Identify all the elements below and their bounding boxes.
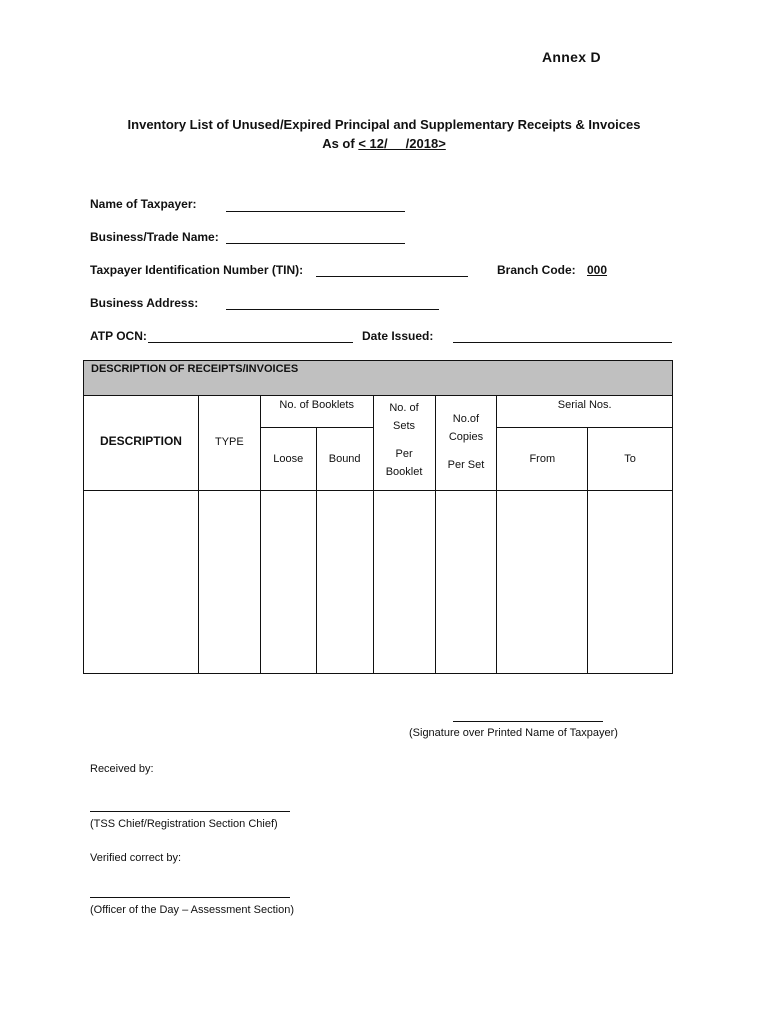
business-address-field[interactable] [226, 309, 439, 310]
col-copies-line2: Copies [448, 431, 484, 443]
received-by-label: Received by: [90, 763, 154, 775]
col-description: DESCRIPTION [84, 396, 199, 491]
taxpayer-signature-line[interactable] [453, 721, 603, 722]
cell-loose[interactable] [260, 491, 316, 674]
col-loose: Loose [260, 428, 316, 491]
tin-label: Taxpayer Identification Number (TIN): [90, 263, 304, 277]
taxpayer-name-label: Name of Taxpayer: [90, 197, 197, 211]
col-to: To [588, 428, 673, 491]
col-copies-line3: Per Set [447, 459, 485, 471]
taxpayer-signature-caption: (Signature over Printed Name of Taxpayer) [409, 727, 618, 739]
inventory-table [83, 360, 673, 674]
col-serial-nos: Serial Nos. [497, 396, 673, 428]
table-row [84, 491, 673, 674]
business-address-label: Business Address: [90, 296, 199, 310]
col-copies-per-set [435, 396, 497, 491]
cell-copies-per-set[interactable] [435, 491, 497, 674]
date-issued-field[interactable] [453, 342, 672, 343]
received-by-caption: (TSS Chief/Registration Section Chief) [90, 818, 278, 830]
date-issued-label: Date Issued: [362, 329, 434, 343]
verified-by-caption: (Officer of the Day – Assessment Section) [90, 904, 294, 916]
col-sets-per-booklet [373, 396, 435, 491]
as-of-date: < 12/ /2018> [358, 136, 446, 151]
document-subtitle [0, 136, 768, 151]
col-type: TYPE [198, 396, 260, 491]
branch-code-label: Branch Code: [497, 263, 576, 277]
annex-label: Annex D [542, 49, 601, 65]
col-copies-line1: No.of [452, 413, 480, 425]
cell-to[interactable] [588, 491, 673, 674]
col-sets-line1: No. of [389, 402, 419, 414]
document-title: Inventory List of Unused/Expired Principal and Supplementary Receipts & Invoices [127, 117, 641, 132]
atp-ocn-label: ATP OCN: [90, 329, 147, 343]
cell-from[interactable] [497, 491, 588, 674]
col-sets-line2: Sets [393, 420, 416, 432]
cell-description[interactable] [84, 491, 199, 674]
trade-name-field[interactable] [226, 243, 405, 244]
atp-ocn-field[interactable] [148, 342, 353, 343]
verified-by-signature-line[interactable] [90, 897, 290, 898]
table-section-header: DESCRIPTION OF RECEIPTS/INVOICES [84, 361, 673, 396]
col-from: From [497, 428, 588, 491]
cell-bound[interactable] [316, 491, 373, 674]
received-by-signature-line[interactable] [90, 811, 290, 812]
taxpayer-name-field[interactable] [226, 211, 405, 212]
cell-type[interactable] [198, 491, 260, 674]
trade-name-label: Business/Trade Name: [90, 230, 219, 244]
col-booklets: No. of Booklets [260, 396, 373, 428]
branch-code-value: 000 [587, 263, 608, 277]
tin-field[interactable] [316, 276, 468, 277]
verified-by-label: Verified correct by: [90, 852, 182, 864]
col-sets-line4: Booklet [385, 466, 423, 478]
col-bound: Bound [316, 428, 373, 491]
cell-sets-per-booklet[interactable] [373, 491, 435, 674]
as-of-prefix: As of [322, 136, 359, 151]
col-sets-line3: Per [395, 448, 413, 460]
